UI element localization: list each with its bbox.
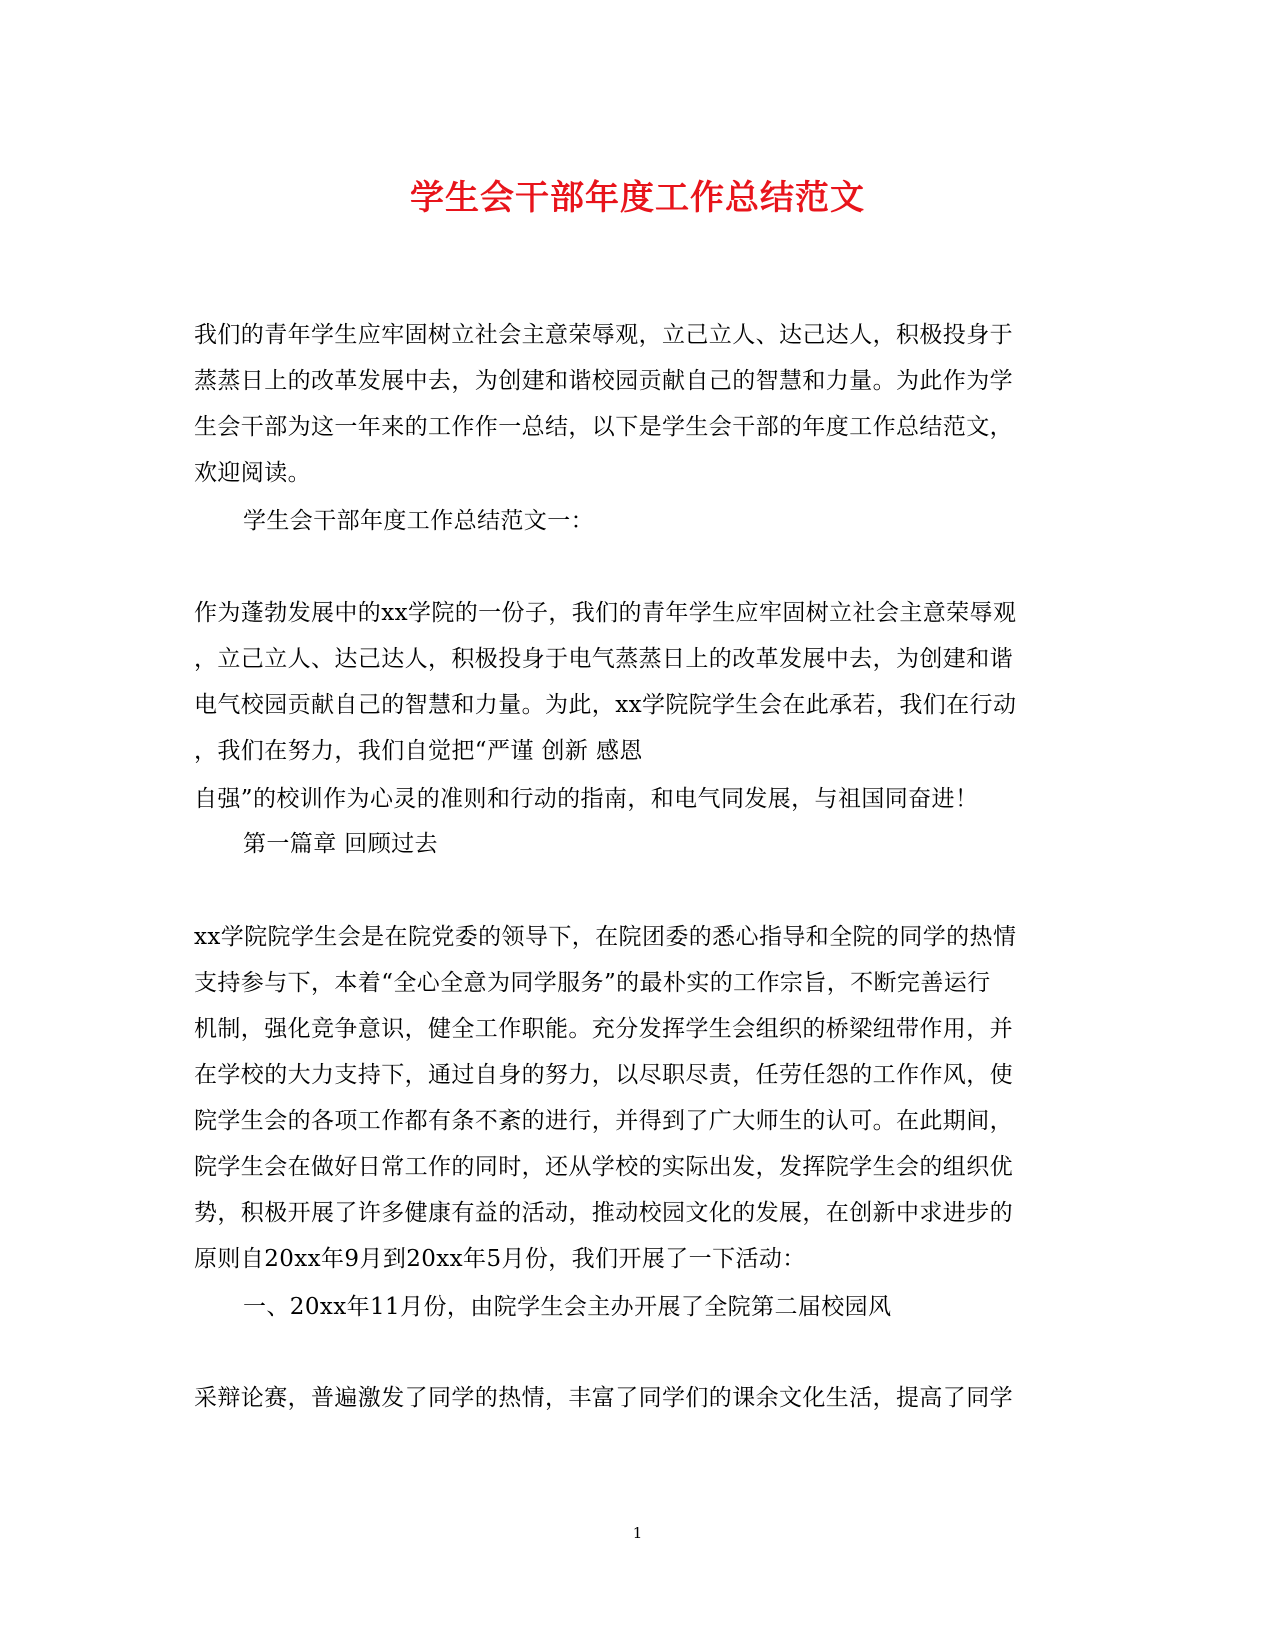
paragraph-line: 作为蓬勃发展中的xx学院的一份子，我们的青年学生应牢固树立社会主意荣辱观 (194, 600, 1017, 626)
paragraph-line: 在学校的大力支持下，通过自身的努力，以尽职尽责，任劳任怨的工作作风，使 (194, 1062, 1013, 1088)
paragraph-line: 我们的青年学生应牢固树立社会主意荣辱观，立己立人、达己达人，积极投身于 (194, 322, 1013, 348)
paragraph-line: 院学生会的各项工作都有条不紊的进行，并得到了广大师生的认可。在此期间， (194, 1108, 1013, 1134)
paragraph-line: 一、20xx年11月份，由院学生会主办开展了全院第二届校园风 (243, 1294, 892, 1320)
paragraph-line: 生会干部为这一年来的工作作一总结，以下是学生会干部的年度工作总结范文， (194, 414, 1013, 440)
paragraph-line: 蒸蒸日上的改革发展中去，为创建和谐校园贡献自己的智慧和力量。为此作为学 (194, 368, 1013, 394)
paragraph-line: 院学生会在做好日常工作的同时，还从学校的实际出发，发挥院学生会的组织优 (194, 1154, 1013, 1180)
paragraph-line: ，立己立人、达己达人，积极投身于电气蒸蒸日上的改革发展中去，为创建和谐 (194, 646, 1013, 672)
paragraph-line: 势，积极开展了许多健康有益的活动，推动校园文化的发展，在创新中求进步的 (194, 1200, 1013, 1226)
paragraph-line: 采辩论赛，普遍激发了同学的热情，丰富了同学们的课余文化生活，提高了同学 (194, 1385, 1013, 1411)
section-heading: 学生会干部年度工作总结范文一： (243, 508, 594, 534)
paragraph-line: 原则自20xx年9月到20xx年5月份，我们开展了一下活动： (194, 1246, 806, 1272)
paragraph-line: 自强”的校训作为心灵的准则和行动的指南，和电气同发展，与祖国同奋进！ (194, 786, 979, 812)
paragraph-line: 欢迎阅读。 (194, 460, 311, 486)
paragraph-line: 电气校园贡献自己的智慧和力量。为此，xx学院院学生会在此承若，我们在行动 (194, 692, 1017, 718)
paragraph-line: xx学院院学生会是在院党委的领导下，在院团委的悉心指导和全院的同学的热情 (194, 924, 1017, 950)
section-heading: 第一篇章 回顾过去 (243, 831, 438, 857)
paragraph-line: 支持参与下，本着“全心全意为同学服务”的最朴实的工作宗旨，不断完善运行 (194, 970, 991, 996)
page-number: 1 (632, 1524, 643, 1542)
document-title: 学生会干部年度工作总结范文 (410, 178, 865, 218)
paragraph-line: ，我们在努力，我们自觉把“严谨 创新 感恩 (194, 738, 643, 764)
paragraph-line: 机制，强化竞争意识，健全工作职能。充分发挥学生会组织的桥梁纽带作用，并 (194, 1016, 1013, 1042)
